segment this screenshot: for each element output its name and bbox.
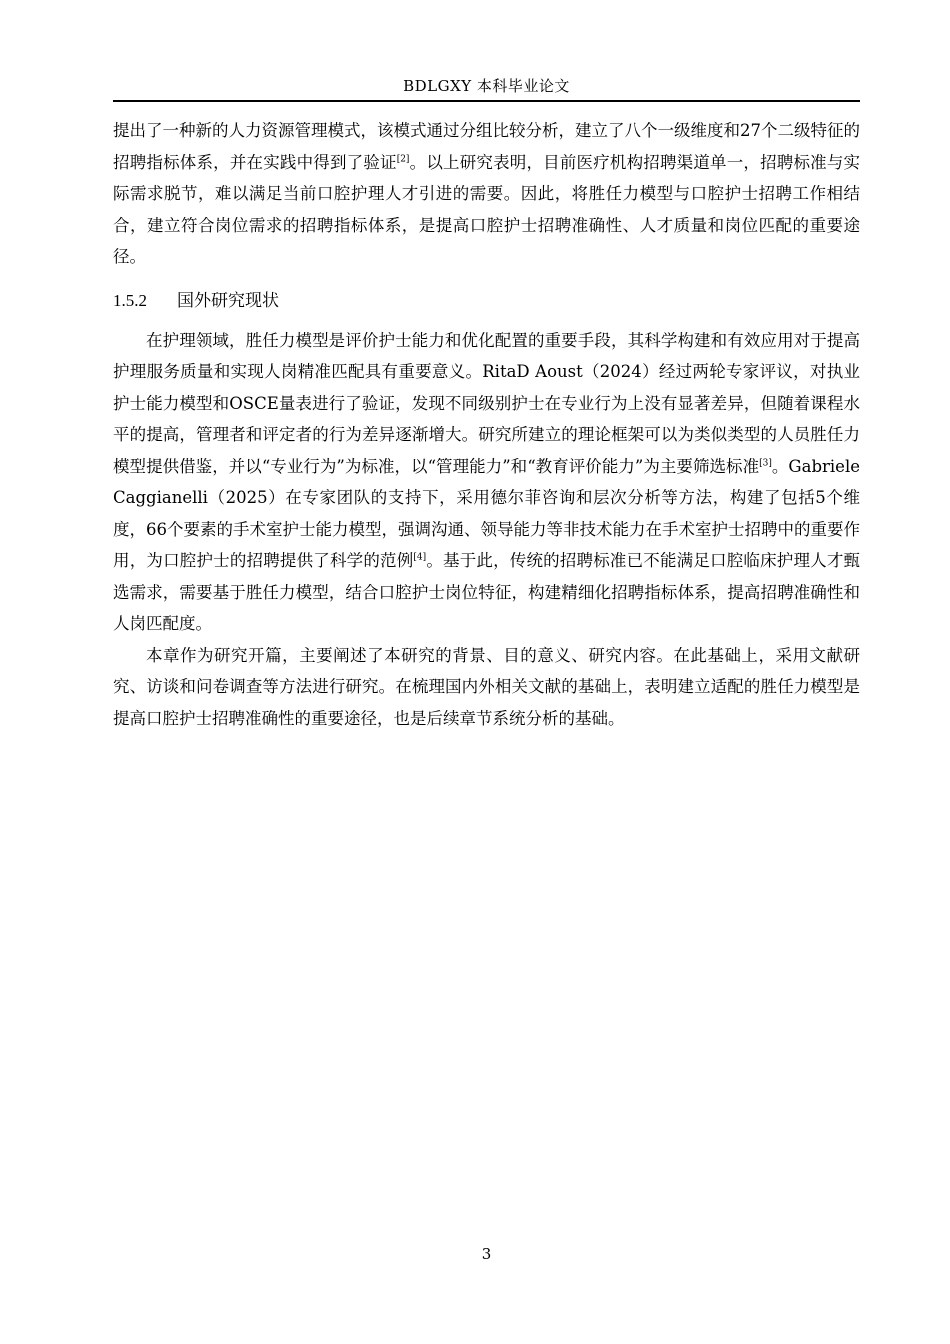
citation-ref[interactable]: [3] <box>759 458 772 468</box>
paragraph-text: 提出了一种新的人力资源管理模式，该模式通过分组比较分析，建立了八个一级维度和27个二级特征的招聘指标体系，并在实践中得到了验证 <box>113 121 860 172</box>
citation-ref[interactable]: [4] <box>413 552 427 563</box>
paragraph-foreign-research <box>113 325 860 640</box>
paragraph-continued <box>113 115 860 273</box>
citation-ref[interactable]: [2] <box>396 154 410 164</box>
running-header: BDLGXY 本科毕业论文 <box>403 77 570 95</box>
paragraph-text: 。基于此，传统的招聘标准已不能满足口腔临床护理人才甄选需求，需要基于胜任力模型，结合口腔护士岗位特征，构建精细化招聘指标体系，提高招聘准确性和人岗匹配度。 <box>113 551 860 633</box>
section-heading <box>113 286 860 316</box>
paragraph-text: 。Gabriele Caggianelli（2025）在专家团队的支持下，采用德尔菲咨询和层次分析等方法，构建了包括5个维度，66个要素的手术室护士能力模型，强调沟通、领导能力等非技术能力在手术室护士招聘中的重要作用，为口腔护士的招聘提供了科学的范例 <box>113 456 860 570</box>
paragraph-chapter-summary: 本章作为研究开篇，主要阐述了本研究的背景、目的意义、研究内容。在此基础上，采用文献研究、访谈和问卷调查等方法进行研究。在梳理国内外相关文献的基础上，表明建立适配的胜任力模型是提高口腔护士招聘准确性的重要途径，也是后续章节系统分析的基础。 <box>113 645 860 728</box>
paragraph-text: 。以上研究表明，目前医疗机构招聘渠道单一，招聘标准与实际需求脱节，难以满足当前口腔护理人才引进的需要。因此，将胜任力模型与口腔护士招聘工作相结合，建立符合岗位需求的招聘指标体系，是提高口腔护士招聘准确性、人才质量和岗位匹配的重要途径。 <box>113 152 860 266</box>
paragraph-text: 在护理领域，胜任力模型是评价护士能力和优化配置的重要手段，其科学构建和有效应用对于提高护理服务质量和实现人岗精准匹配具有重要意义。RitaD Aoust（2024）经过两轮专家评议，对执业护士能力模型和OSCE量表进行了验证，发现不同级别护士在专业行为上没有显著差异，但随着课程水平的提高，管理者和评定者的行为差异逐渐增大。研究所建立的理论框架可以为类似类型的人员胜任力模型提供借鉴，并以“专业行为”为标准，以“管理能力”和“教育评价能力”为主要筛选标准 <box>113 330 860 476</box>
header-rule <box>113 100 860 102</box>
section-title: 国外研究现状 <box>177 290 279 311</box>
section-number: 1.5.2 <box>113 290 147 310</box>
page-number: 3 <box>481 1245 492 1263</box>
page-body <box>113 115 860 734</box>
